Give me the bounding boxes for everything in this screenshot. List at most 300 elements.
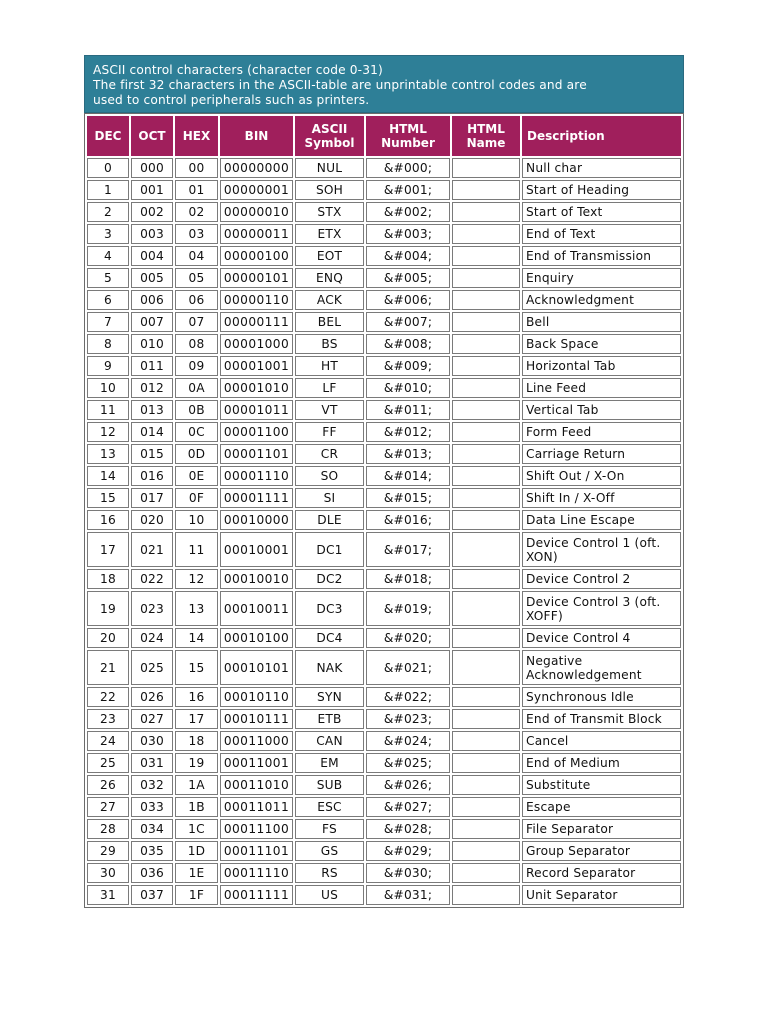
cell-html-name	[452, 202, 520, 222]
cell-bin: 00000000	[220, 158, 293, 178]
table-row	[87, 650, 681, 685]
cell-dec: 31	[87, 885, 129, 905]
column-header-dec: DEC	[87, 116, 129, 156]
cell-description: Acknowledgment	[522, 290, 681, 310]
cell-ascii-symbol: ESC	[295, 797, 364, 817]
cell-description: Data Line Escape	[522, 510, 681, 530]
cell-html-number: &#022;	[366, 687, 450, 707]
table-row	[87, 202, 681, 222]
cell-html-name	[452, 466, 520, 486]
cell-oct: 007	[131, 312, 173, 332]
cell-html-name	[452, 400, 520, 420]
cell-oct: 027	[131, 709, 173, 729]
table-row	[87, 444, 681, 464]
cell-html-number: &#023;	[366, 709, 450, 729]
cell-description: End of Medium	[522, 753, 681, 773]
cell-html-name	[452, 709, 520, 729]
cell-hex: 1B	[175, 797, 218, 817]
cell-description: Vertical Tab	[522, 400, 681, 420]
table-row	[87, 466, 681, 486]
cell-bin: 00010110	[220, 687, 293, 707]
cell-html-name	[452, 356, 520, 376]
cell-description: Start of Heading	[522, 180, 681, 200]
cell-description: Null char	[522, 158, 681, 178]
cell-ascii-symbol: ENQ	[295, 268, 364, 288]
table-row	[87, 312, 681, 332]
table-row	[87, 628, 681, 648]
cell-hex: 19	[175, 753, 218, 773]
cell-ascii-symbol: CR	[295, 444, 364, 464]
cell-oct: 030	[131, 731, 173, 751]
cell-ascii-symbol: HT	[295, 356, 364, 376]
cell-dec: 23	[87, 709, 129, 729]
table-row	[87, 841, 681, 861]
cell-description: Record Separator	[522, 863, 681, 883]
cell-dec: 11	[87, 400, 129, 420]
cell-bin: 00000100	[220, 246, 293, 266]
cell-description: Device Control 1 (oft. XON)	[522, 532, 681, 567]
cell-dec: 24	[87, 731, 129, 751]
cell-html-number: &#007;	[366, 312, 450, 332]
cell-html-name	[452, 797, 520, 817]
table-row	[87, 569, 681, 589]
cell-bin: 00011001	[220, 753, 293, 773]
cell-hex: 03	[175, 224, 218, 244]
cell-hex: 16	[175, 687, 218, 707]
column-header-html-number: HTML Number	[366, 116, 450, 156]
cell-html-number: &#008;	[366, 334, 450, 354]
cell-description: Escape	[522, 797, 681, 817]
cell-html-name	[452, 841, 520, 861]
cell-html-number: &#012;	[366, 422, 450, 442]
cell-dec: 1	[87, 180, 129, 200]
cell-bin: 00001111	[220, 488, 293, 508]
cell-dec: 13	[87, 444, 129, 464]
cell-dec: 12	[87, 422, 129, 442]
cell-oct: 017	[131, 488, 173, 508]
cell-ascii-symbol: DC4	[295, 628, 364, 648]
cell-bin: 00010100	[220, 628, 293, 648]
cell-html-number: &#019;	[366, 591, 450, 626]
cell-description: Substitute	[522, 775, 681, 795]
cell-html-name	[452, 687, 520, 707]
cell-ascii-symbol: ACK	[295, 290, 364, 310]
table-row	[87, 863, 681, 883]
cell-bin: 00010111	[220, 709, 293, 729]
cell-oct: 024	[131, 628, 173, 648]
table-row	[87, 488, 681, 508]
cell-hex: 0B	[175, 400, 218, 420]
cell-ascii-symbol: ETB	[295, 709, 364, 729]
cell-hex: 07	[175, 312, 218, 332]
cell-hex: 14	[175, 628, 218, 648]
cell-bin: 00011111	[220, 885, 293, 905]
cell-description: End of Text	[522, 224, 681, 244]
cell-bin: 00011110	[220, 863, 293, 883]
cell-bin: 00001011	[220, 400, 293, 420]
cell-description: Shift Out / X-On	[522, 466, 681, 486]
cell-oct: 031	[131, 753, 173, 773]
cell-dec: 18	[87, 569, 129, 589]
cell-description: Device Control 4	[522, 628, 681, 648]
cell-html-number: &#018;	[366, 569, 450, 589]
cell-dec: 19	[87, 591, 129, 626]
table-row	[87, 268, 681, 288]
cell-oct: 005	[131, 268, 173, 288]
cell-html-name	[452, 863, 520, 883]
cell-ascii-symbol: SO	[295, 466, 364, 486]
cell-html-number: &#025;	[366, 753, 450, 773]
table-row	[87, 709, 681, 729]
cell-bin: 00000101	[220, 268, 293, 288]
cell-ascii-symbol: CAN	[295, 731, 364, 751]
table-row	[87, 731, 681, 751]
cell-ascii-symbol: DC1	[295, 532, 364, 567]
cell-ascii-symbol: RS	[295, 863, 364, 883]
cell-hex: 13	[175, 591, 218, 626]
cell-html-name	[452, 628, 520, 648]
column-header-ascii-symbol: ASCII Symbol	[295, 116, 364, 156]
cell-bin: 00000010	[220, 202, 293, 222]
cell-html-name	[452, 224, 520, 244]
column-header-hex: HEX	[175, 116, 218, 156]
cell-dec: 17	[87, 532, 129, 567]
cell-html-number: &#011;	[366, 400, 450, 420]
cell-dec: 28	[87, 819, 129, 839]
cell-html-number: &#005;	[366, 268, 450, 288]
cell-ascii-symbol: ETX	[295, 224, 364, 244]
cell-hex: 08	[175, 334, 218, 354]
cell-html-name	[452, 378, 520, 398]
column-header-bin: BIN	[220, 116, 293, 156]
cell-oct: 023	[131, 591, 173, 626]
cell-html-number: &#020;	[366, 628, 450, 648]
cell-bin: 00011000	[220, 731, 293, 751]
cell-ascii-symbol: EOT	[295, 246, 364, 266]
cell-html-number: &#002;	[366, 202, 450, 222]
cell-oct: 032	[131, 775, 173, 795]
cell-ascii-symbol: SYN	[295, 687, 364, 707]
cell-html-name	[452, 885, 520, 905]
table-header-row	[87, 116, 681, 156]
cell-html-name	[452, 268, 520, 288]
cell-description: Shift In / X-Off	[522, 488, 681, 508]
cell-oct: 003	[131, 224, 173, 244]
cell-ascii-symbol: EM	[295, 753, 364, 773]
cell-description: Negative Acknowledgement	[522, 650, 681, 685]
cell-bin: 00010000	[220, 510, 293, 530]
cell-bin: 00010101	[220, 650, 293, 685]
cell-html-number: &#000;	[366, 158, 450, 178]
cell-html-number: &#029;	[366, 841, 450, 861]
cell-html-number: &#027;	[366, 797, 450, 817]
cell-bin: 00011100	[220, 819, 293, 839]
cell-dec: 0	[87, 158, 129, 178]
cell-html-number: &#001;	[366, 180, 450, 200]
cell-ascii-symbol: SOH	[295, 180, 364, 200]
cell-ascii-symbol: VT	[295, 400, 364, 420]
cell-hex: 05	[175, 268, 218, 288]
cell-ascii-symbol: GS	[295, 841, 364, 861]
table-row	[87, 224, 681, 244]
cell-ascii-symbol: BEL	[295, 312, 364, 332]
cell-ascii-symbol: DLE	[295, 510, 364, 530]
cell-html-number: &#013;	[366, 444, 450, 464]
cell-html-name	[452, 290, 520, 310]
cell-dec: 6	[87, 290, 129, 310]
cell-bin: 00010010	[220, 569, 293, 589]
caption-title: ASCII control characters (character code 0-31)	[93, 63, 383, 77]
cell-dec: 14	[87, 466, 129, 486]
cell-description: Device Control 3 (oft. XOFF)	[522, 591, 681, 626]
cell-description: Enquiry	[522, 268, 681, 288]
cell-oct: 037	[131, 885, 173, 905]
cell-html-number: &#021;	[366, 650, 450, 685]
cell-ascii-symbol: NUL	[295, 158, 364, 178]
cell-dec: 20	[87, 628, 129, 648]
cell-description: Start of Text	[522, 202, 681, 222]
cell-dec: 16	[87, 510, 129, 530]
cell-hex: 06	[175, 290, 218, 310]
cell-hex: 0F	[175, 488, 218, 508]
table-body	[87, 158, 681, 905]
cell-dec: 3	[87, 224, 129, 244]
cell-dec: 7	[87, 312, 129, 332]
cell-hex: 0A	[175, 378, 218, 398]
cell-dec: 8	[87, 334, 129, 354]
cell-html-name	[452, 334, 520, 354]
cell-ascii-symbol: STX	[295, 202, 364, 222]
cell-ascii-symbol: DC2	[295, 569, 364, 589]
cell-oct: 036	[131, 863, 173, 883]
table-row	[87, 775, 681, 795]
cell-dec: 5	[87, 268, 129, 288]
cell-hex: 1C	[175, 819, 218, 839]
cell-html-name	[452, 591, 520, 626]
cell-html-name	[452, 532, 520, 567]
cell-oct: 026	[131, 687, 173, 707]
cell-bin: 00000001	[220, 180, 293, 200]
cell-oct: 000	[131, 158, 173, 178]
cell-oct: 015	[131, 444, 173, 464]
cell-bin: 00011101	[220, 841, 293, 861]
cell-hex: 04	[175, 246, 218, 266]
cell-bin: 00010001	[220, 532, 293, 567]
cell-dec: 4	[87, 246, 129, 266]
cell-html-name	[452, 488, 520, 508]
cell-bin: 00010011	[220, 591, 293, 626]
cell-oct: 025	[131, 650, 173, 685]
cell-oct: 020	[131, 510, 173, 530]
cell-html-name	[452, 819, 520, 839]
ascii-table-container	[84, 55, 684, 908]
cell-html-name	[452, 158, 520, 178]
cell-hex: 1A	[175, 775, 218, 795]
cell-html-name	[452, 510, 520, 530]
cell-html-name	[452, 775, 520, 795]
cell-dec: 2	[87, 202, 129, 222]
table-row	[87, 180, 681, 200]
column-header-html-name: HTML Name	[452, 116, 520, 156]
table-row	[87, 753, 681, 773]
column-header-oct: OCT	[131, 116, 173, 156]
cell-hex: 09	[175, 356, 218, 376]
cell-description: Bell	[522, 312, 681, 332]
table-row	[87, 591, 681, 626]
cell-description: Synchronous Idle	[522, 687, 681, 707]
table-row	[87, 290, 681, 310]
cell-html-name	[452, 569, 520, 589]
cell-hex: 11	[175, 532, 218, 567]
cell-html-number: &#006;	[366, 290, 450, 310]
cell-oct: 001	[131, 180, 173, 200]
cell-hex: 1E	[175, 863, 218, 883]
table-row	[87, 797, 681, 817]
table-row	[87, 246, 681, 266]
cell-ascii-symbol: BS	[295, 334, 364, 354]
cell-description: Form Feed	[522, 422, 681, 442]
cell-bin: 00001101	[220, 444, 293, 464]
cell-html-number: &#009;	[366, 356, 450, 376]
cell-ascii-symbol: LF	[295, 378, 364, 398]
cell-html-number: &#010;	[366, 378, 450, 398]
cell-html-name	[452, 753, 520, 773]
table-row	[87, 378, 681, 398]
cell-ascii-symbol: FF	[295, 422, 364, 442]
cell-html-number: &#026;	[366, 775, 450, 795]
cell-oct: 022	[131, 569, 173, 589]
cell-html-number: &#014;	[366, 466, 450, 486]
cell-hex: 1D	[175, 841, 218, 861]
caption-line-2: The first 32 characters in the ASCII-table are unprintable control codes and are	[93, 78, 587, 92]
cell-oct: 004	[131, 246, 173, 266]
cell-ascii-symbol: NAK	[295, 650, 364, 685]
cell-oct: 012	[131, 378, 173, 398]
table-row	[87, 819, 681, 839]
cell-dec: 25	[87, 753, 129, 773]
table-row	[87, 356, 681, 376]
cell-html-name	[452, 650, 520, 685]
cell-dec: 21	[87, 650, 129, 685]
cell-hex: 0D	[175, 444, 218, 464]
cell-description: Back Space	[522, 334, 681, 354]
table-row	[87, 422, 681, 442]
cell-bin: 00001001	[220, 356, 293, 376]
cell-oct: 034	[131, 819, 173, 839]
table-row	[87, 687, 681, 707]
table-row	[87, 510, 681, 530]
cell-bin: 00011010	[220, 775, 293, 795]
cell-hex: 0E	[175, 466, 218, 486]
cell-ascii-symbol: DC3	[295, 591, 364, 626]
cell-html-name	[452, 312, 520, 332]
ascii-control-table	[84, 113, 684, 908]
cell-html-number: &#031;	[366, 885, 450, 905]
cell-oct: 033	[131, 797, 173, 817]
cell-bin: 00001000	[220, 334, 293, 354]
cell-bin: 00000111	[220, 312, 293, 332]
cell-oct: 021	[131, 532, 173, 567]
cell-oct: 010	[131, 334, 173, 354]
cell-bin: 00001100	[220, 422, 293, 442]
cell-bin: 00011011	[220, 797, 293, 817]
cell-html-number: &#003;	[366, 224, 450, 244]
cell-bin: 00001010	[220, 378, 293, 398]
cell-hex: 15	[175, 650, 218, 685]
cell-ascii-symbol: US	[295, 885, 364, 905]
cell-description: Line Feed	[522, 378, 681, 398]
cell-oct: 035	[131, 841, 173, 861]
cell-description: Device Control 2	[522, 569, 681, 589]
cell-dec: 9	[87, 356, 129, 376]
cell-hex: 01	[175, 180, 218, 200]
cell-html-name	[452, 246, 520, 266]
table-caption-banner	[84, 55, 684, 113]
cell-oct: 013	[131, 400, 173, 420]
cell-html-number: &#030;	[366, 863, 450, 883]
cell-description: File Separator	[522, 819, 681, 839]
cell-html-number: &#004;	[366, 246, 450, 266]
cell-html-number: &#028;	[366, 819, 450, 839]
cell-dec: 10	[87, 378, 129, 398]
cell-description: Horizontal Tab	[522, 356, 681, 376]
cell-ascii-symbol: SI	[295, 488, 364, 508]
cell-html-number: &#016;	[366, 510, 450, 530]
cell-oct: 016	[131, 466, 173, 486]
cell-hex: 17	[175, 709, 218, 729]
cell-html-number: &#024;	[366, 731, 450, 751]
cell-hex: 00	[175, 158, 218, 178]
cell-dec: 26	[87, 775, 129, 795]
cell-dec: 15	[87, 488, 129, 508]
cell-ascii-symbol: SUB	[295, 775, 364, 795]
cell-html-number: &#017;	[366, 532, 450, 567]
table-row	[87, 532, 681, 567]
cell-description: Cancel	[522, 731, 681, 751]
cell-description: Carriage Return	[522, 444, 681, 464]
cell-dec: 27	[87, 797, 129, 817]
cell-html-name	[452, 731, 520, 751]
cell-html-name	[452, 180, 520, 200]
cell-html-number: &#015;	[366, 488, 450, 508]
cell-description: End of Transmit Block	[522, 709, 681, 729]
table-row	[87, 885, 681, 905]
table-row	[87, 334, 681, 354]
cell-oct: 014	[131, 422, 173, 442]
cell-dec: 29	[87, 841, 129, 861]
cell-html-name	[452, 422, 520, 442]
column-header-description: Description	[522, 116, 681, 156]
cell-hex: 1F	[175, 885, 218, 905]
cell-description: Unit Separator	[522, 885, 681, 905]
cell-ascii-symbol: FS	[295, 819, 364, 839]
caption-line-3: used to control peripherals such as printers.	[93, 93, 370, 107]
cell-bin: 00000011	[220, 224, 293, 244]
cell-description: End of Transmission	[522, 246, 681, 266]
cell-hex: 18	[175, 731, 218, 751]
cell-dec: 30	[87, 863, 129, 883]
cell-hex: 12	[175, 569, 218, 589]
cell-bin: 00001110	[220, 466, 293, 486]
cell-oct: 002	[131, 202, 173, 222]
cell-dec: 22	[87, 687, 129, 707]
cell-oct: 011	[131, 356, 173, 376]
table-row	[87, 158, 681, 178]
cell-hex: 02	[175, 202, 218, 222]
cell-hex: 0C	[175, 422, 218, 442]
cell-oct: 006	[131, 290, 173, 310]
cell-hex: 10	[175, 510, 218, 530]
